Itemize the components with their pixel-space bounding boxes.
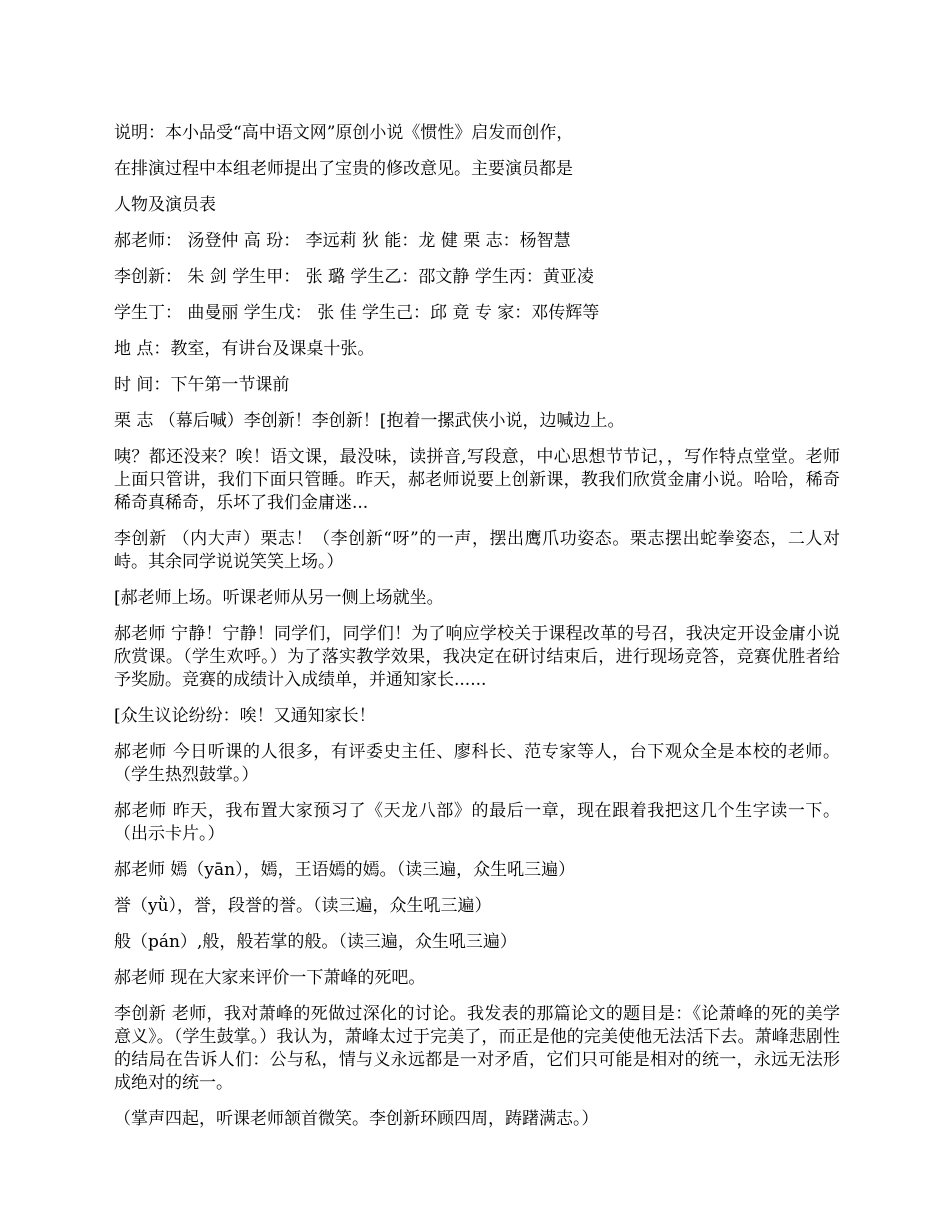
script-line: 郝老师 现在大家来评价一下萧峰的死吧。	[114, 968, 426, 988]
cast-row-2: 李创新： 朱 剑 学生甲： 张 璐 学生乙：邵文静 学生丙：黄亚凌	[114, 267, 594, 287]
stage-direction: [众生议论纷纷：唉！又通知家长！	[114, 706, 376, 726]
cast-row-3: 学生丁： 曲曼丽 学生戊： 张 佳 学生己：邱 竟 专 家：邓传辉等	[114, 303, 600, 323]
setting-time: 时 间：下午第一节课前	[114, 375, 290, 395]
stage-direction: [郝老师上场。听课老师从另一侧上场就坐。	[114, 588, 444, 608]
script-line: 咦？都还没来？唉！语文课，最没味，读拼音,写段意，中心思想节节记，，写作特点堂堂。老师上面只管讲，我们下面只管睡。昨天，郝老师说要上创新课，教我们欣赏金庸小说。哈哈，稀奇稀奇真稀奇，乐坏了我们金庸迷...	[114, 447, 840, 513]
script-line: 誉（yǜ），誉，段誉的誉。（读三遍，众生吼三遍）	[114, 896, 492, 916]
script-line: 郝老师 嫣（yān），嫣，王语嫣的嫣。（读三遍，众生吼三遍）	[114, 860, 576, 880]
cast-row-1: 郝老师： 汤登仲 高 玢： 李远莉 狄 能：龙 健 栗 志：杨智慧	[114, 231, 571, 251]
cast-heading: 人物及演员表	[114, 195, 216, 215]
setting-location: 地 点：教室，有讲台及课桌十张。	[114, 339, 375, 359]
script-line: 李创新 老师，我对萧峰的死做过深化的讨论。我发表的那篇论文的题目是：《论萧峰的死的美学意义》。（学生鼓掌。）我认为，萧峰太过于完美了，而正是他的完美使他无法活下去。萧峰悲剧性的结局在告诉人们：公与私，情与义永远都是一对矛盾，它们只可能是相对的统一，永远无法形成绝对的统一。	[114, 1004, 840, 1093]
document-body	[114, 122, 840, 1144]
script-line: 郝老师 今日听课的人很多，有评委史主任、廖科长、范专家等人，台下观众全是本校的老师。（学生热烈鼓掌。）	[114, 742, 840, 785]
script-line: 郝老师 昨天，我布置大家预习了《天龙八部》的最后一章，现在跟着我把这几个生字读一下。（出示卡片。）	[114, 801, 840, 844]
script-line: 郝老师 宁静！宁静！同学们，同学们！为了响应学校关于课程改革的号召，我决定开设金庸小说欣赏课。（学生欢呼。）为了落实教学效果，我决定在研讨结束后，进行现场竞答，竞赛优胜者给予奖励。竞赛的成绩计入成绩单，并通知家长......	[114, 624, 840, 690]
note-line-1: 说明：本小品受“高中语文网”原创小说《惯性》启发而创作，	[114, 123, 574, 143]
script-line: 般（pán）,般，般若掌的般。（读三遍，众生吼三遍）	[114, 932, 517, 952]
script-line: 栗 志 （幕后喊）李创新！李创新！[抱着一摞武侠小说，边喊边上。	[114, 411, 625, 431]
script-line: 李创新 （内大声）栗志！（李创新“呀”的一声，摆出鹰爪功姿态。栗志摆出蛇拳姿态，二人对峙。其余同学说说笑笑上场。）	[114, 529, 840, 572]
note-line-2: 在排演过程中本组老师提出了宝贵的修改意见。主要演员都是	[114, 159, 573, 179]
stage-direction: （掌声四起，听课老师颔首微笑。李创新环顾四周，踌躇满志。）	[114, 1109, 599, 1129]
